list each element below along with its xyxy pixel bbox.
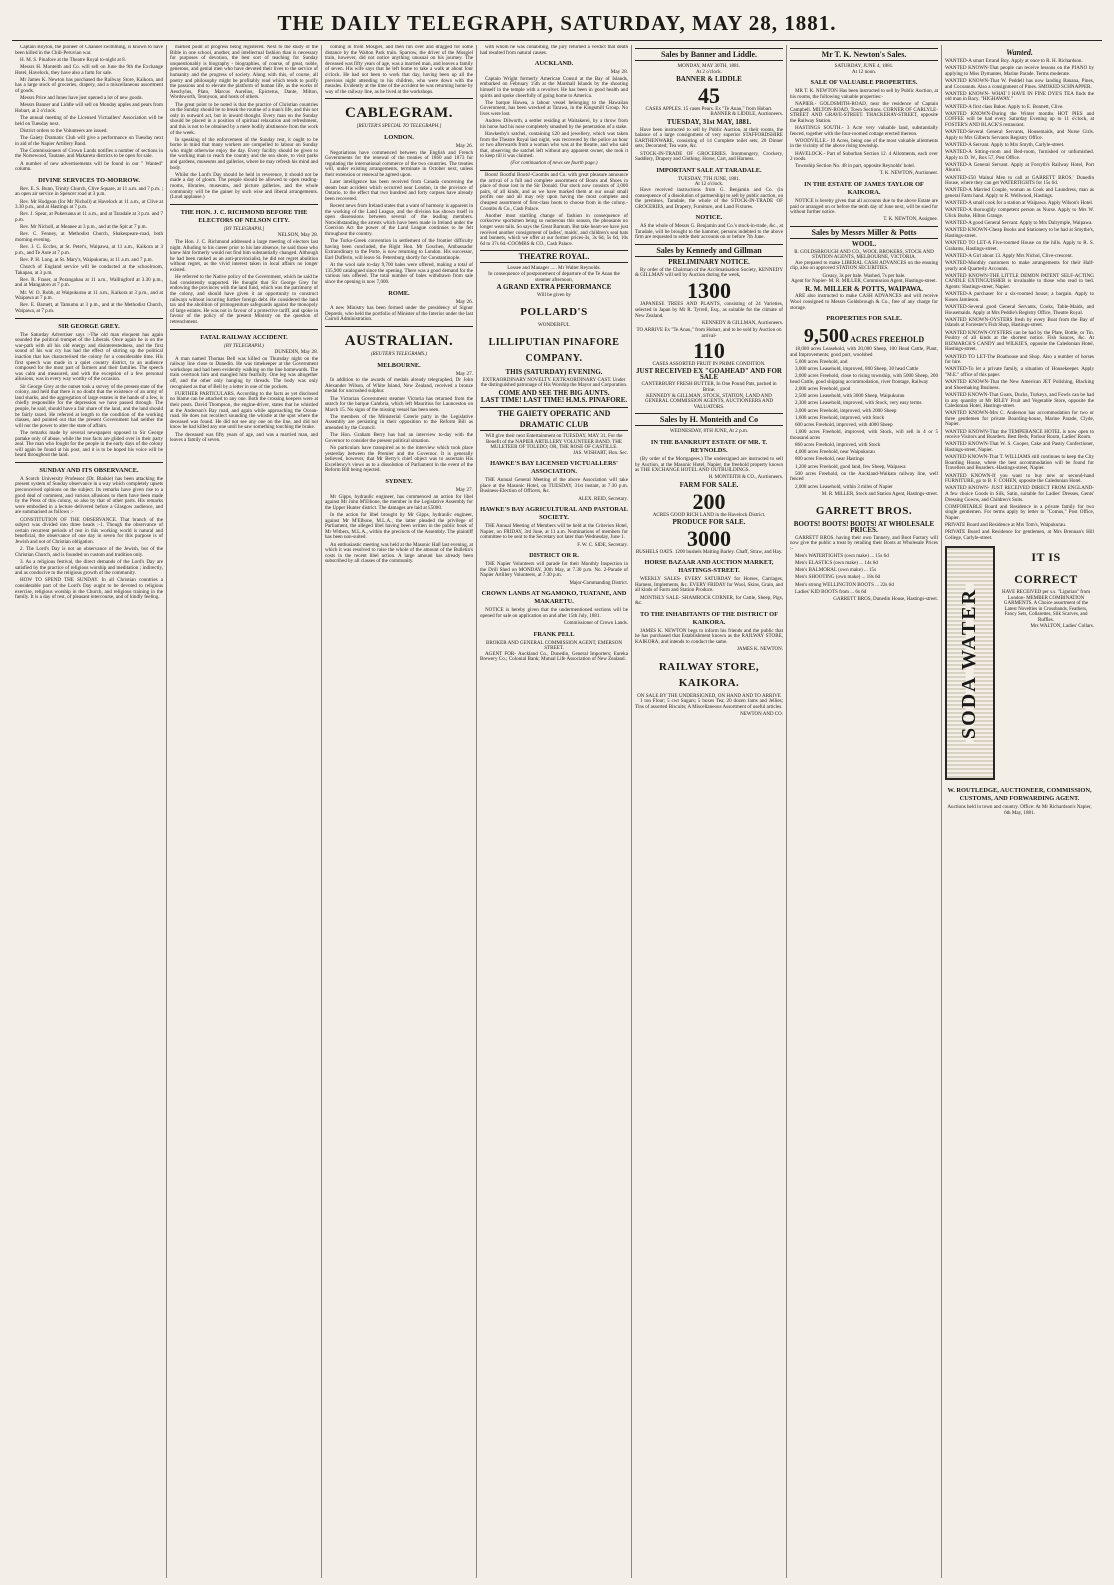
sydney-date: May 27. [455, 487, 473, 493]
bankrupt-title: IN THE BANKRUPT ESTATE OF MR. T. REYNOLDS. [650, 438, 768, 454]
boot-price-list [790, 554, 938, 596]
richmond-date: NELSON, May 28. [277, 232, 318, 239]
boots-ad: Boots! Bootful Boots!-Coombs and Co. with great pleasure announce the arrival of a full and complete assortment of Boots and Shoes in place of those lost in the Sir Donald. Our stock now consists of 3,000 pairs, of all kinds, and as we have marked them at our usual small profits one and all may rely upon having the most complete and cheapest assortment of first-class boots to choose from in the colony.-Coombs & Co., Cash Palace. [480, 172, 628, 212]
richmond-paragraph: The Hon. J. C. Richmond addressed a large meeting of electors last night. Alluding to his career prior to his late absence, he said those who knew him formerly would not find him substantially changed. Although he had been ranked as an anti-provincialist, he did not regret abolition without regret, as the vivid interest taken in local affairs no longer existed. [170, 239, 318, 273]
sunday-paragraph: Whilst the Lord's Day should be held in reverence, it should not be made a day of gloom. The people should be allowed to open reading-rooms, libraries, museums, and picture galleries, and the whole community will be the gainer by such wise and liberal arrangements. (Loud applause.) [170, 171, 318, 201]
taylor-sig: T. K. NEWTON, Assignee. [883, 217, 938, 223]
potts-body: ARE also instructed to make CASH ADVANCES and will receive Wool consigned to Messrs Goldsbrough & Co., free of any charge for storage. [790, 293, 938, 311]
rome-article [325, 306, 473, 323]
newton-sig-6: T. K. NEWTON, Auctioneer. [879, 171, 938, 177]
sodawater-ornament [945, 546, 995, 780]
district-body: THE Napier Volunteers will parade for their Monthly Inspection in the Drill Shed on MONDAY, 30th May, at 7.30 p.m. No. 2-Parade of Napier Artillery Volunteers, at 7.30 p.m. [480, 561, 628, 579]
pollard-sub: WONDERFUL [538, 322, 570, 329]
richmond-heading: THE HON. J. C. RICHMOND BEFORE THE ELECTORS OF NELSON CITY. [180, 208, 308, 224]
wanted-ad: WANTED-A Sitting-room and Bed-room, furnished or unfurnished. Apply to D. W., Box 57, Post Office. [945, 149, 1094, 161]
wanted-ad: WANTED KNOWN-Mrs C. Anderson has accommodation for two or three gentlemen for private Boarding-house, Marine Parade, Clyde, Napier. [945, 410, 1094, 428]
boot-price-entry: Men's SHOOTING (own make) ... 18s 6d [795, 574, 881, 581]
apples-count: 45 [698, 82, 720, 108]
wanted-ad: WANTED-Monthly customers to make arrangements for their Half-yearly and Quarterly Accounts. [945, 260, 1094, 272]
grey-heading: SIR GEORGE GREY. [58, 322, 120, 330]
melbourne-heading: MELBOURNE. [377, 361, 421, 369]
divider [325, 326, 473, 327]
railway-title: RAILWAY STORE, KAIKORA. [658, 660, 760, 689]
fruit-body: CASES ASSORTED FRUIT IN PRIME CONDITION. [652, 360, 766, 367]
wanted-ad: WANTED-A Girl about 13. Apply Mrs Nichol, Clive-crescent. [945, 252, 1073, 259]
sunday-paragraph: HOW TO SPEND THE SUNDAY. In all Christian countries a considerable part of the Lord's Day ought to be devoted to religious exercise, religious worship in the Church, and religious training in the family. It is a day of rest, of pleasant intercourse, and of kindly feeling. [15, 577, 163, 601]
district-title: DISTRICT OR R. [529, 552, 579, 560]
sunday-article [15, 477, 163, 601]
banner-sig: BANNER & LIDDLE, Auctioneers. [710, 112, 783, 118]
property-entry: 500 acres Freehold, on the Auckland-Waikato railway line, well fenced [790, 470, 938, 483]
service-entry: Rev. E. Barnett, at Tamumu at 3 p.m., and at the Methodist Church, Waipawa, at 7 p.m. [15, 302, 163, 315]
sydney-paragraph: Mr Gipps, hydraulic engineer, has commenced an action for libel against Mr John M'Elhone, the member in the Legislative Assembly for the Upper Hunter district. The damages are laid at £5000. [325, 493, 473, 511]
sunday-paragraph: In speaking of the enforcement of the Sunday rest, it ought to be borne in mind that many workers are compelled to labour on Sunday who might otherwise enjoy the day. Every facility should be given to the working man to reach the country and the sea shore, to visit parks and gardens, museums and galleries, where he may refresh his mind and body. [170, 136, 318, 171]
theatre-notice: In consequence of postponement of departure of the Te Anau the steamer afternoon, [488, 270, 620, 283]
gaiety-sig: JAS. WISHART, Hon. Sec. [573, 450, 628, 456]
property-entry: 800 acres Freehold, near Hastings [795, 456, 865, 463]
fatal-date: DUNEDIN, May 28. [274, 349, 318, 356]
kennedy-title: Sales by Kennedy and Gillman [635, 244, 783, 257]
service-entry: Mr. W. O. Robb, at Waipukurau at 11 a.m., Kaikora at 3 p.m., and at Waipawa at 7 p.m. [15, 289, 163, 302]
novelty: EXTRAORDINARY NOVELTY. EXTRAORDINARY CAST. Under the distinguished patronage of His Worship the Mayor and Corporation. [480, 376, 628, 389]
sunday-paragraph: The great point to be noted is that the practice of Christian countries on the Sunday should be to break the routine of a man's life, and this not only in outward act, but in inward thought. Every man on the Sunday should be placed in a position of spiritual relaxation and refreshment, and this is not to be obtained by a mere bodily abstinence from the work of the week. [170, 101, 318, 136]
service-entry: Rev. J. Spear, at Pukeruana at 11 a.m., and at Taradale at 3 p.m. and 7 p.m. [15, 211, 163, 223]
township-props: Township Section No. 48 in part, opposite Reynolds' hotel. [795, 163, 916, 170]
service-entry: Rev. R. Fraser, at Porangahau at 11 a.m., Wallingford at 3.30 p.m., and at Mangatoro at 7 p.m. [15, 276, 163, 289]
wanted-ad: WANTED KNOWN-OYSTERS fresh by every Boat from the Bay of Islands at Forrester's Fish Shop, Hastings-street. [945, 316, 1094, 329]
column-1 [12, 45, 167, 1578]
boot-price-entry: Ladies' KID BOOTS from ... 6s 6d [795, 588, 867, 595]
wanted-ad: WANTED-A smart Errand Boy. Apply at once to R. H. Richardson. [945, 58, 1083, 64]
property-entry: 1,200 acres Freehold, good land, few Sheep, Waipawa [795, 463, 906, 470]
service-entry: Church of England service will be conducted at the schoolroom, Takapau, at 3 p.m. [15, 264, 163, 276]
oats-count: 3000 [687, 525, 731, 551]
taylor-title: IN THE ESTATE OF JAMES TAYLOR OF KAIKORA. [804, 181, 924, 197]
this-evening: THIS (SATURDAY) EVENING. [505, 367, 603, 376]
wanted-ad: WANTED-Several good General Servants, Cooks, Table-Maids, and Housemaids. Apply at Mrs Peddie's Registry Office, Theatre Royal. [945, 304, 1094, 316]
sunday-continued [170, 45, 318, 201]
london-paragraph: Recent news from Ireland states that a want of harmony is apparent in the working of the Land League, and the division has shown itself in open dissensions between several of the leading members. Notwithstanding the arrests which have been made in Ireland under the Coercion Act the power of the Land League continues to be felt throughout the country. [325, 203, 473, 238]
apples-body: CASES APPLES. 15 cases Pears. Ex "Te Anau," from Hobart. [645, 105, 773, 112]
service-entry: Rev. C. Fenney, at Methodist Church, Shakespeare-road, both morning evening. [15, 231, 163, 243]
divider [325, 98, 473, 99]
pinafore-title: LILLIPUTIAN PINAFORE COMPANY. [488, 336, 620, 364]
property-entry: 1,600 acres Freehold, improved, with Stock [795, 414, 885, 421]
crown-title: CROWN LANDS AT NGAMOKO, TUATANE, AND MAKARETU. [481, 590, 627, 606]
sat-date: SATURDAY, JUNE 4, 1881. [834, 63, 894, 69]
wanted-ad: WANTED-A small cook for a station at Waipawa. Apply Wilson's Hotel. [945, 200, 1094, 207]
property-entry: 5,000 acres Freehold, and [795, 358, 848, 365]
valuable-title: SALE OF VALUABLE PROPERTIES. [810, 79, 918, 87]
auckland-article [480, 77, 628, 160]
auckland-paragraph: The barque Hawea, a labour vessel belonging to the Hawaiian Government, has been wrecked at Tarawa, in the Kingsmill Group. No lives were lost. [480, 99, 628, 117]
property-entry: 1,000 acres Freehold, improved, with Stock, will sell in 4 or 5 thousand acres [790, 429, 938, 441]
kg-bottom: KENNEDY & GILLMAN, STOCK, STATION, LAND AND GENERAL COMMISSION AGENTS, AUCTIONEERS AND VALUATORS. [644, 392, 774, 410]
taradale-time: At 12 o'clock. [694, 181, 724, 188]
woodville-props: WOODVILLE.- 10 Acres, being one of the most valuable allotments in the vicinity of the above rising township. [790, 137, 938, 150]
news-paragraph: Messrs H. Monteith and Co. will sell on June the 9th the Exchange Hotel, Havelock, they have also a farm for sale. [15, 63, 163, 76]
taradale-title: IMPORTANT SALE AT TARADALE. [656, 166, 762, 174]
sunday-paragraph: 2. The Lord's Day is not an observance of the Jewish, but of the Christian Church, and is founded on custom and tradition only. [15, 546, 163, 558]
property-entry: 2,000 acres Freehold, good [795, 386, 851, 393]
column-2 [167, 45, 322, 1578]
sunday-paragraph: A Scotch University Professor (Dr. Blaikie) has been attacking the present system of Sunday observance in a way which completely upsets preconceived opinions on the subject. Its remarks have given rise to a good deal of comment, and various allusions to them have been made by the Press of this colony, so also by that of other parts. His remarks were embodied in a lecture delivered before a Glasgow audience, and are summarised as follows :- [15, 475, 163, 516]
divider [15, 318, 163, 319]
auckland-paragraph: Hawkesby's satchel, containing £20 and jewellery, which was taken from the Theatre Royal last night, was recovered by the police an hour or two afterwards from a woman who was at the theatre, and who said that, observing the satchel left without any apparent owner, she took it to keep till it was claimed. [480, 130, 628, 160]
japanese-body: JAPANESE TREES AND PLANTS, consisting of 24 Varieties, selected in Japan by Mr R. Tyrrell, Esq., as suitable for the climate of New Zealand. [635, 301, 783, 319]
monthly-body: MONTHLY SALE- SHAMROCK CORNER, for Cattle, Sheep, Pigs, &c. [635, 594, 783, 607]
newton-sig: JAMES K. NEWTON. [736, 647, 783, 653]
australian-title: AUSTRALIAN. [344, 332, 454, 349]
sat-time: At 12 noon. [851, 68, 877, 75]
railway-items: 1 ton Flour; 5 cwt Sugars; 5 boxes Tea; 20 dozen Jams and Jellies; Tins of assorted Biscuits; A Miscellaneous Assortment of useful articles. [635, 698, 783, 710]
news-paragraph: The Gaiety Dramatic Club will give a performance on Tuesday next in aid of the Napier Artillery Band. [15, 135, 163, 147]
come-see: COME AND SEE THE BIG AUNTS. [498, 388, 610, 397]
wanted-ad: WANTED KNOWN-That T. WILLIAMS still continues to keep the City Boarding House, where the best accommodation will be found for Travellers and Boarders.-Hastings-street, Napier. [945, 454, 1094, 472]
london-article [325, 151, 473, 286]
garrett-title: GARRETT BROS. [815, 505, 913, 518]
fruit-count: 110 [693, 337, 725, 363]
column-6 [787, 45, 942, 1578]
melbourne-paragraph: The members of the Ministerial Coterie party in the Legislative Assembly are persisting in their opposition to the Reform Bill as amended by the Council. [325, 413, 473, 432]
napier-props: NAPIER.- GOLDSMITH-ROAD, near the residence of Captain Campbell. MILTON-ROAD, Town Sections. CORNER OF CARLYLE-STREET AND GRAVE-STREET. THACKERAY-STREET, opposite the Railway Station. [790, 100, 938, 124]
divider [15, 462, 163, 463]
kaikora-title: TO THE INHABITANTS OF THE DISTRICT OF KAIKORA. [639, 610, 779, 626]
newton-title: Mr T. K. Newton's Sales. [790, 48, 938, 61]
property-entry: 2,000 acres Leasehold, within 3 miles of Napier [795, 483, 893, 490]
divider [170, 204, 318, 205]
goldsbrough: R. GOLDSBROUGH AND CO., WOOL BROKERS, STOCK AND STATION AGENTS, MELBOURNE, VICTORIA. [794, 248, 934, 261]
sydney-article [325, 495, 473, 565]
london-paragraph: The Turko-Greek convention in settlement of the frontier difficulty having been concluded, the Right Hon. Mr Goschen, Ambassador Extraordinary to the Porte, is now returning to London. His successor, Earl Dufferin, will leave St. Petersburg shortly for Constantinople. [325, 238, 473, 261]
oats-body: BUSHELS OATS. 1200 bushels Malting Barley. Chaff, Straw, and Hay. [635, 548, 783, 555]
wanted-ad: WANTED KNOWN-That W. S. Cooper, Cake and Pastry Confectioner, Hastings-street, Napier. [945, 441, 1094, 454]
melbourne-article [325, 378, 473, 474]
property-entry: 18,000 acres Leasehold, with 20,000 Sheep, 100 Head Cattle, Plant, and Improvements; good port, woolshed [790, 346, 938, 358]
boot-price-entry: Men's BALMORAL (own make) ... 15s [795, 567, 877, 574]
crown-body: NOTICE is hereby given that the undermentioned sections will be opened for sale on application on and after 15th July, 1881. [480, 607, 628, 619]
service-entry: Rev. J. C. Eccles, at St. Peter's, Waipawa, at 11 a.m., Kaikora at 3 p.m., and Te Aute at 7 p.m. [15, 244, 163, 256]
services-list [15, 187, 163, 315]
wanted-ad: WANTED-To let a private family, a situation of Housekeeper. Apply "M.E." office of this paper. [945, 366, 1094, 378]
hawkes-title: HAWKE'S BAY LICENSED VICTUALLERS' ASSOCIATION. [490, 460, 618, 476]
column-3 [322, 45, 477, 1578]
wanted-ad: WANTED KNOWN-That people can receive lessons on the PIANO by applying to Miss Dymantes, Marine Parade. Terms moderate. [945, 65, 1094, 77]
wanted-ad: WANTED KNOWN-That the New American JET Polishing, Blacking and Shoemaking Business. [945, 379, 1094, 391]
banner-sub: BANNER & LIDDLE [676, 75, 742, 84]
farm-title: FARM FOR SALE. [679, 480, 739, 489]
theatre-will: Will be given by [537, 291, 571, 298]
taylor-body: NOTICE is hereby given that all accounts due to the above Estate are paid or arranged on or before the tenth day of June next, will be sued for without further notice. [790, 198, 938, 216]
tuesday-date: TUESDAY, 31st MAY, 1881. [666, 117, 752, 126]
fatal-article [170, 357, 318, 444]
wanted-ad: WANTED KNOWN- JUST RECEIVED DIRECT FROM ENGLAND- A few choice Goods in Silk, Satin, suitable for Ladies' Dresses, Gents' Dressing Gowns, and Children's Suits. [945, 485, 1094, 503]
wanted-ad: WANTED KNOWN-That Goats, Ducks, Turkeys, and Fowls can be had in any quantity at Mr RILEY Fruit and Vegetable Store, opposite the Caledonian Hotel, Hastings-street. [945, 391, 1094, 410]
property-entry: 2,500 acres Leasehold, with 3000 Sheep, Waipukurau [795, 393, 905, 400]
wanted-ad: WANTED-A good General Servant. Apply to Mrs Dalrymple, Waipawa. [945, 220, 1093, 227]
prelim-notice: PRELIMINARY NOTICE. [668, 258, 750, 267]
auckland-date: May 28. [610, 69, 628, 76]
news-paragraph: Mr James K. Newton has purchased the Railway Store, Kaikora, and has a large stock of groceries, drapery, and a miscellaneous assortment of goods. [15, 76, 163, 94]
crown-sig: Commissioner of Crown Lands. [563, 620, 628, 626]
notice-body: AS the whole of Messrs G. Benjamin and Co.'s stock-in-trade, &c., at Taradale, will be brought to the hammer, persons indebted to the above firm are requested to settle their accounts on or before 7th June. [635, 223, 783, 241]
divider [480, 170, 628, 171]
kennedy-sig: KENNEDY & GILLMAN, Auctioneers. [701, 320, 783, 326]
agent: Agent for Napier- M. R. MILLER, Commission Agent, Hastings-street. [791, 278, 937, 285]
butter-body: CANTERBURY FRESH BUTTER, In One Pound Pats, packed in Brine. [641, 381, 777, 393]
side-sig: Mrs WALTON, Ladies' Collars. [1030, 623, 1094, 629]
news-paragraph: District orders to the Volunteers are issued. [20, 127, 108, 134]
wanted-ad: WANTED KNOWN-Cheap Books and Stationery to be had at Smythe's, Hastings-street. [945, 227, 1094, 239]
news-paragraph: Messrs Price and Innes have just opened a lot of new goods. [20, 95, 143, 102]
wanted-ad: WANTED-A Married Couple, woman as Cook and Laundress, man as general Farm hand. Apply to R. Wellwood, Hastings. [945, 187, 1094, 199]
weekly-body: WEEKLY SALES- EVERY SATURDAY for Horses, Carriages, Harness, Implements, &c. EVERY FRIDAY for Wool, Skins, Grain, and all kinds of Farm and Station Produce. [635, 576, 783, 594]
cash-palace-ad: Another most startling change of fashion in consequence of corkscrew sportsmen being so numerous this season, the pheasants no longer wear tails. So says the Great Barnum. But take heart-we have just received another consignment of ladies', maids', and children's seal hats and bonnets, which we offer at our former prices-3s, 3s 6d, 5s 6d, 10s 6d to 37s 6d.-COOMBS & CO., Cash Palace. [480, 212, 628, 247]
inquest-continued [480, 45, 628, 56]
gaiety-title: THE GAIETY OPERATIC AND DRAMATIC CLUB [480, 407, 628, 431]
news-paragraph: Captain Boyton, the pioneer of Channel swimming, is known to have been killed in the Chili-Peruvian war. [15, 45, 163, 56]
boot-price-entry: Men's ELASTICS (own make) ... 14s 6d [795, 560, 878, 567]
rome-heading: ROME. [388, 289, 410, 297]
richmond-article [170, 240, 318, 326]
service-entry: Rev. Mr Hodgson (for Mr Nicholl) at Havelock at 11 a.m., at Clive at 3.30 p.m., and at Hastings at 7 p.m. [15, 198, 163, 211]
news-paragraph: A number of new advertisements will be found in our " Wanted" column. [15, 160, 163, 173]
news-paragraph: Messrs Banner and Liddle will sell on Monday apples and pears from Hobart, at 2 o'clock. [15, 102, 163, 114]
wanted-ad: WANTED-A purchaser for a six-roomed house; a bargain. Apply to Kosen Jamieson. [945, 291, 1094, 303]
ex-received: JUST RECEIVED EX "GOAHEAD" AND FOR SALE [636, 367, 782, 381]
sodawater-text: SODA WATER [966, 584, 974, 743]
property-entry: 860 acres Freehold, improved, with Stock [795, 442, 881, 448]
sunday-paragraph: 3. As a religious festival, the direct demands of the Lord's Day are satisfied by the practice of religious worship and meditation ; indirectly, and as conducive to the religious growth of the community. [15, 558, 163, 577]
property-entry: 3,000 acres Leasehold, improved, 800 Sheep, 30 head Cattle [795, 366, 919, 373]
column-4 [477, 45, 632, 1578]
wanted-ad: WANTED KNOWN-If you want to buy new or second-hand FURNITURE, go to B. F. COHEN, opposite the Caledonian Hotel. [945, 472, 1094, 485]
it-is: IT IS [1031, 550, 1061, 565]
melbourne-paragraph: No particulars have transpired as to the interview which took place yesterday between the Premier and the Governor. It is generally believed, however, that Mr Berry's chief object was to ascertain His Excellency's views as to a dissolution of Parliament in the event of the Reform Bill being rejected. [325, 445, 473, 474]
monday-time: At 2 o'clock. [696, 68, 722, 75]
grey-paragraph: The remarks made by several newspapers opposed to Sir George partake only of abuse, while the true facts are glided over in their party zeal. The man who fought for the people in the early days of the colony will again be found at his post, and it is to be hoped his voice will be heard throughout the land. [15, 429, 163, 459]
fatal-paragraph: FURTHER PARTICULARS. According to the facts as yet disclosed no blame can be attached to any one. Both the crossing keepers were at their posts. David Thompson, the engine-driver, states that he whistled at the Anderson's Bay road, and again while approaching the Ocean-road. He does not recollect sounding the whistle at the spot where the deceased was found. He did not see any one on the line, and did not know he had killed any one until he saw something touching the brake. [170, 390, 318, 431]
columns [12, 45, 1102, 1578]
theatre-title: THEATRE ROYAL. [480, 250, 628, 263]
wool-title: WOOL. [851, 240, 877, 249]
column-7 [942, 45, 1097, 1578]
wanted-ad: WANTED KNOWN-OYSTERS can be had by the Plate, Bottle, or Tin. Poultry of all kinds at the shortest notice. Fish Sauces, &c. At BIZMARCK'S CANDY and WILKIE'S, opposite the Caledonian Hotel, Hastings-street. [945, 329, 1094, 353]
wanted-ad: WANTED-A General Servant. Apply at Forsyth's Railway Hotel, Port Ahuriri. [945, 161, 1094, 174]
agri-body: THE Annual Meeting of Members will be held at the Criterion Hotel, Napier, on FRIDAY, 3rd June, at 11 a.m. Nominations of members for committee to be sent to the Secretary not later than Wednesday, June 1. [480, 523, 628, 541]
rome-date: May 26. [455, 298, 473, 305]
boots-title: BOOTS! BOOTS! BOOTS! AT WHOLESALE PRICES. [793, 520, 935, 534]
london-paragraph: At the wool sale to-day 9,700 bales were offered, making a total of 135,900 catalogued since the opening. There was a good demand for the various lots offered. The total number of bales withdrawn from sale since the opening is now 7,000. [325, 262, 473, 285]
london-date: May 26. [455, 142, 473, 149]
property-entry: 3,000 acres Freehold, improved, with 2000 Sheep [795, 407, 897, 414]
divider [170, 329, 318, 330]
melbourne-paragraph: The Victorian Government steamer Victoria has returned from the search for the barque Cambria, which left Mauritius for Launceston on March 15. No signs of the missing vessel has been seen. [325, 395, 473, 413]
horse-title: HORSE BAZAAR AND AUCTION MARKET, HASTINGS-STREET. [644, 559, 774, 575]
newton-co: NEWTON AND CO. [740, 712, 783, 718]
cablegram-title: CABLEGRAM. [345, 105, 453, 122]
props-list [790, 347, 938, 490]
pollard-title: POLLARD'S [520, 306, 588, 319]
service-entry: Rev. P. H. Long, at St. Mary's, Waipukurau, at 11 a.m. and 7 p.m. [20, 256, 153, 263]
service-entry: Rev. Mr Nicholl, at Meanee at 3 p.m., and at the Spit at 7 p.m. [20, 224, 147, 231]
property-entry: 600 acres Freehold, improved, with 4000 Sheep [795, 422, 893, 429]
melbourne-date: May 27. [455, 370, 473, 377]
wanted-ad: WANTED-A thoroughly competent person as Nurse. Apply to Mrs W. Ulick Burke, Hilton Grange. [945, 207, 1094, 219]
wanted-ad: WANTED KNOWN-That W. Peddell has now landing Banana, Pines, and Cocoanuts. Also a consignment of Pines. SMOKED SCHNAPPER. [945, 77, 1094, 90]
monteith-sig: H. MONTEITH & CO., Auctioneers. [708, 475, 783, 481]
frank-title: FRANK PELL [533, 630, 575, 638]
banner-liddle-title: Sales by Banner and Liddle. [635, 48, 783, 61]
grey-paragraph: Sir George Grey at the outset took a survey of the present state of the colony, and held that there is no doubt that the existence of an army of land sharks, and the aggregation of large estates in the hands of a few, is chiefly responsible for the depression we have passed through. The people, he said, should have a fair share of the land, and the land should be fairly taxed. He referred at length to the condition of the working classes, and pointed out that the present Government had neither the will nor the power to alter the state of affairs. [15, 383, 163, 429]
wanted-ad: WANTED-Several General Servants, Housemaids, and Nurse Girls. Apply to Mrs Gilberts Servants Registry Office. [945, 129, 1094, 141]
services-heading: DIVINE SERVICES TO-MORROW. [38, 176, 140, 184]
hawkes-body: THE Annual General Meeting of the above Association will take place at the Masonic Hotel, on TUESDAY, 31st instant, at 7.30 p.m. Business-Election of Officers, &c. [480, 477, 628, 495]
wanted-ad: COMFORTABLE Board and Residence in a private family for two single gentlemen. For terms apply by letter to "Comus," Post Office, Napier. [945, 503, 1094, 521]
service-entry: Rev. E. S. Bunn, Trinity Church, Clive Square, at 11 a.m. and 7 p.m. ; an open air service in Spencer road at 3 p.m. [15, 185, 163, 198]
wanted-ad: WANTED KNOWN-During the Winter months HOT PIES and COFFEE will be had every Saturday Evening up to 11 o'clock, at FOSTER'S AND BLACK'S restaurant. [945, 110, 1094, 128]
newton-body: MR T. K. NEWTON Has been instructed to sell by Public Auction, at his rooms, the following valuable properties:- [790, 88, 938, 100]
havelock-props: HAVELOCK.- Part of Suburban Section 12. 4 Allotments, each over 2 roods. [790, 150, 938, 163]
grey-paragraph: The Saturday Advertiser says :-The old man eloquent has again sounded the political trumpet of the Liberals. Once again he is on the war-path with all his old energy and disinterestedness, and the first sound of his war cry has had the effect of stirring up the political inaction that has characterised the colony for a considerable time. His first speech was made in a quiet country district, to an audience composed for the most part of farmers and their families. The speech was calm and measured, and with the exception of a few personal allusions, was in every way worthy of the occasion. [15, 331, 163, 383]
produce-title: PRODUCE FOR SALE. [672, 518, 746, 527]
sydney-paragraph: In the action for libel brought by Mr Gipps, hydraulic engineer, against Mr M'Elhone, M.L.A., the latter pleaded the privilege of Parliament, the alleged libel having been written in the public book of Mr Withers, M.L.A., within the precincts of the Assembly. The plaintiff has been non-suited. [325, 511, 473, 541]
arrive-title: TO ARRIVE Ex "Te Anau," from Hobart, and to be sold by Auction on arrival- [636, 327, 782, 339]
bankrupt-body: (By order of the Mortgagees.) The undersigned are instructed to sell by Auction, at the Masonic Hotel, Napier, the freehold property known as THE EXCHANGE HOTEL AND OUTBUILDINGS. [635, 455, 783, 474]
wanted-list [945, 59, 1094, 542]
richmond-sub: [BY TELEGRAPH.] [223, 226, 265, 232]
notice-title: NOTICE. [695, 214, 723, 222]
fatal-paragraph: The deceased was fifty years of age, and was a married man, and leaves a family of seven. [170, 431, 318, 444]
theatre-lessee: Lessee and Manager ..... Mr Walter Reynolds. [507, 265, 601, 272]
side-note: HAVE RECEIVED per s.s. "Ligurian" from London- MEMBER COMBINATION GARMENTS. A Choice assortment of the Latest Novelties in Crossbands, Feathers, Fancy Sets, Collarettes, Silk Scarves, and Ruffles. [1001, 590, 1090, 624]
agri-sig: F. W. C. SIDE, Secretary. [577, 542, 628, 548]
masthead: THE DAILY TELEGRAPH, SATURDAY, MAY 28, 1881. [12, 6, 1102, 41]
acres-body: ACRES GOOD RICH LAND in the Havelock District. [652, 511, 766, 518]
hastings-props: HASTINGS SOUTH.- 3 Acre very valuable land, substantially fenced, together with the four-roomed cottage erected thereon. [790, 124, 938, 137]
routledge-body: Auctions held in town and country. Office: At Mr Richardson's Napier, 6th May, 1881. [947, 804, 1092, 816]
agent-body: AGENT FOR- Auckland Co., Dunedin, General Importers; Eureka Brewery Co.; Colonial Bank; Mutual Life Association of New Zealand. [480, 650, 628, 663]
wanted-ad: WANTED KNOWN- WHAT I HAVE IN FINE DYE'S TEA finds the old man in Bacy. "HIGHAWAY." [945, 90, 1094, 103]
agri-title: HAWKE'S BAY AGRICULTURAL AND PASTORAL SOCIETY. [480, 506, 628, 522]
monteith-title: Sales by H. Monteith and Co [635, 413, 783, 426]
tuesday-body: Have been instructed to sell by Public Auction, at their rooms, the balance of a large consignment of very superior STAFFORDSHIRE EARTHENWARE, consisting of 14 Complete toilet sets; 20 Dinner sets; Decorated; Tea ware, &c. [635, 126, 783, 150]
auckland-heading: AUCKLAND. [534, 60, 574, 68]
props-acres-count: 9,500 [803, 325, 849, 348]
kennedy-body: By order of the Chairman of the Acclimatisation Society, KENNEDY & GILLMAN will sell by Auction during the week, [635, 266, 783, 279]
miller-title: Sales by Messrs Miller & Potts [790, 226, 938, 239]
fatal-sub: (BY TELEGRAPH.) [224, 343, 264, 349]
japanese-count: 1300 [687, 278, 731, 304]
london-paragraph: Later intelligence has been received from Canada concerning the steam boat accident which occurred near London, in the province of Ontario, to the effect that two hundred and forty corpses have already been recovered. [325, 179, 473, 202]
taradale-body: Have received instructions from G. Benjamin and Co. (in consequence of a dissolution of partnership) to sell by public auction, on the premises, Taradale, the whole of the STOCK-IN-TRADE OF GROCERIES, and Drapery, Furniture, and Land Fixtures. [635, 186, 783, 210]
local-news [15, 45, 163, 173]
props-sig: M. R. MILLER, Stock and Station Agent, Hastings-street. [821, 491, 938, 497]
wanted-ad: WANTED KNOWN-THE LITTLE DEMON PATENT SELF-ACTING CANDLE EXTINGUISHER is invaluable to those who read in bed. Agents: Hastings-street, Napier. [945, 272, 1094, 291]
sydney-heading: SYDNEY. [385, 478, 413, 485]
props-title: PROPERTIES FOR SALE. [826, 315, 902, 323]
sunday-paragraph: marked point of progress being registered. Next to the study of the Bible in one school, another, and intellectual fashion than is necessary for purposes of devotion, the best sort of teaching for Sunday unquestionably is biography - biographies, of course, of great, noble, generous, and genial men who have devoted their lives to the service of humanity and the progress of society. Along with this, of course, all poetry and philosophy might be profitably read which tends to purify the passions and to elevate the platform of human life, as the works of Aeschylus, Plato, Marcus Aurelius, Epictetus, Dante, Milton, Wordsworth, Tennyson, and hosts of others. [170, 45, 318, 101]
wool-prices: Greasy, 3s per bale. Washed, 7s per bale. [822, 272, 906, 279]
sunday-paragraph: CONSTITUTION OF THE OBSERVANCE. That branch of the subject was divided into three heads :-1. Though the observance of certain recurrent periods of rest in this working world is natural and beneficial, the observance of one day in seven for this purpose is of Jewish and not of Christian obligation. [15, 516, 163, 545]
inquest-paragraph: with whom he was cohabiting, the jury returned a verdict that death had resulted from natural causes. [480, 45, 628, 56]
fatal-heading: FATAL RAILWAY ACCIDENT. [200, 333, 288, 341]
theatre-extra: A GRAND EXTRA PERFORMANCE [496, 283, 612, 292]
miller-potts: R. M. MILLER & POTTS, WAIPAWA. [805, 284, 923, 293]
taradale-date: TUESDAY, 7TH JUNE, 1881. [677, 175, 741, 182]
wanted-ad: WANTED TO LET-The Boathouse and Shop. Also a number of horses for hire. [945, 353, 1094, 366]
boot-price-entry: Men's WATERTIGHTS (own make) ... 15s 6d [795, 552, 889, 559]
goldsbrough-body: Are prepared to make LIBERAL CASH ADVANCES on the ensuing clip, also on approved STATION SECURITIES. [790, 259, 938, 272]
district-sig: Major-Commanding District. [569, 580, 628, 586]
grey-article [15, 333, 163, 459]
routledge-title: W. ROUTLEDGE, AUCTIONEER, COMMISSION, CUSTOMS, AND FORWARDING AGENT. [947, 787, 1092, 803]
news-paragraph: The annual meeting of the Licensed Victuallers' Association will be held on Tuesday next. [15, 115, 163, 127]
sydney-paragraph: An enthusiastic meeting was held at the Masonic Hall last evening, at which it was resolved to raise the whole of the amount of the Bulletin's costs in the recent libel action. A large amount has already been subscribed by all classes of the community. [325, 541, 473, 565]
wanted-ad: PRIVATE Board and Residence at Mrs Tom's, Waipukurau. [945, 522, 1067, 529]
wanted-ad: PRIVATE Board and Residence for gentlemen, at Mrs Brennan's Hill College, Carlyle-street. [945, 529, 1094, 541]
hawkes-sig: ALEX. REID, Secretary. [578, 496, 628, 502]
news-paragraph: H. M. S. Pinafore at the Theatre Royal to-night at 8. [20, 56, 127, 63]
fatal-paragraph: A man named Thomas Bell was killed on Thursday night on the railway line close to Dunedin. He was timekeeper at the Government workshops and had been evidently walking on the line homewards. The train overtook him and mangled him fearfully. One leg was altogether off, and the other only hanging by threads. The body was only recognised as that of Bell by a letter in one of the pockets. [170, 355, 318, 390]
correct: CORRECT [1014, 572, 1078, 587]
kaikora-body: JAMES K. NEWTON begs to inform his friends and the public that he has purchased that Establishment known as the RAILWAY STORE, KAIKORA, and intends to conduct the same. [635, 627, 783, 646]
sunday-heading: SUNDAY AND ITS OBSERVANCE. [39, 466, 139, 474]
fatal-continued [325, 45, 473, 95]
london-paragraph: Negotiations have commenced between the English and French Governments for the renewal of the treaties of 1860 and 1873 for regulating the international commerce of the two countries. The treaties will, under existing arrangements, terminate in October next, unless their extension or renewal be agreed upon. [325, 149, 473, 178]
wanted-title: Wanted. [1006, 48, 1033, 57]
stock-body: STOCK-IN-TRADE OF GROCERIES. Ironmongery, Crockery, Saddlery, Drapery and Clothing. Horse, Cart, and Harness. [635, 150, 783, 163]
auckland-paragraph: Andrew Dilworth, a settler residing at Waitakerei, by a throw from his horse had his nose completely smashed by the penetration of a stake. [480, 118, 628, 130]
property-entry: 2,300 acres Leasehold, improved, with Stock, very easy terms [795, 400, 922, 407]
continuation-note: (For continuation of news see fourth page.) [510, 161, 598, 167]
london-heading: LONDON. [384, 133, 414, 141]
rome-paragraph: A new Ministry has been formed under the presidency of Signor Depretis, who held the portfolio of Minister of the Interior under the last Cairoli Administration. [325, 305, 473, 323]
melbourne-paragraph: The Hon. Graham Berry has had an interview to-day with the Governor to consider the present political situation. [325, 432, 473, 444]
property-entry: 2,000 acres Freehold, close to rising township, with 5000 Sheep, 200 head Cattle, good shipping accommodation, river frontage, Railway [790, 373, 938, 385]
monday-date: MONDAY, MAY 30TH, 1881. [677, 63, 741, 69]
wanted-ad: WANTED KNOWN-That the TEMPERANCE HOTEL is now open to receive Visitors and Boarders. Best Beds, Parlour Room, Ladies' Room. [945, 428, 1094, 441]
wanted-ad: WANTED-A Servant. Apply to Mrs Smyth, Carlyle-street. [945, 141, 1065, 148]
column-5 [632, 45, 787, 1578]
acres-count: 200 [692, 488, 726, 514]
news-paragraph: The Commissioners of Crown Lands notifies a number of sections in the Norsewood, Tautane, and Makaretu districts to be open for sale. [15, 147, 163, 160]
garrett-sig: GARRETT BROS, Dunedin House, Hastings-street. [833, 597, 938, 602]
last-time: LAST TIME! LAST TIME! H.M.S. PINAFORE. [480, 396, 628, 405]
melbourne-paragraph: In addition to the awards of medals already telegraphed, Dr John Alexander Wilson, of White Island, New Zealand, received a bronze medal for uncrushed sulphur. [325, 377, 473, 395]
fatal-paragraph: coming in from Mosgiel, and then run over and dragged for some distance by the Walton Park train. Sparrow, the driver of the Mosgiel train, however, did not notice anything unusual on his journey. The deceased was fifty years of age, was a married man, and leaves a family of seven. His wife says that he left home to take a walk at about four o'clock. He had not been to work that day, having been up all the previous night attending to his children, who were down with the measles. Evidently at the time of the accident he was returning home by way of the railway line, as he lived at the workshops. [325, 45, 473, 95]
richmond-paragraph: He referred to the Native policy of the Government, which he said he had consistently supported. He thought that Sir George Grey for endowing the provinces with the land fund, which was the patrimony of the colony, and should have given it an opportunity to construct railways without incurring further foreign debt. He considered the land tax and the abolition of primogeniture safeguards against the monopoly of large estates. He was not in favour of a protective tariff, and spoke in favour of the policy of the present Ministry on the question of retrenchment. [170, 274, 318, 325]
auckland-paragraph: Captain Wright formerly American Consul at the Bay of Islands, embarked on February 15th at the Marshall Islands by the shooting himself in the temple with a revolver. He has been in good health and spirits and spoke cheerfully of going home to America. [480, 75, 628, 99]
wanted-ad: WANTED TO LET-A Five-roomed House on the hills. Apply to R. S. Grahams, Hastings-street. [945, 240, 1094, 252]
props-acres-title: ACRES FREEHOLD [850, 335, 925, 345]
wanted-ad: WANTED-£50 Wainui Men to call at GARRETT BROS.' Dunedin House, where they can get WATERTIGHTS for 15s 6d. [945, 174, 1094, 187]
boot-price-entry: Men's strong WELLINGTON BOOTS ... 22s 6d [795, 581, 894, 588]
garrett-body: GARRETT BROS. having their own Tannery, and Boot Factory will now give the public a treat by retailing their Boots at Wholesale Prices :- [790, 534, 938, 552]
cablegram-sub: [REUTER'S SPECIAL TO TELEGRAPH.] [356, 124, 442, 130]
wed-date: WEDNESDAY, 8TH JUNE, At 2 p.m. [669, 428, 749, 435]
property-entry: 4,000 acres Freehold, near Waipukurau [795, 449, 875, 456]
gaiety-body: Will give their next Entertainment on TUESDAY, MAY 31, For the Benefit of the NAPIER ARTILLERY VOLUNTEER BAND. THE MULETEER OF TOLEDO; OR, THE ROSE OF CASTILLE. [485, 432, 623, 451]
frank-body: BROKER AND GENERAL COMMISSION AGENT, EMERSON STREET. [485, 639, 623, 652]
australian-sub: (REUTER'S TELEGRAMS.) [370, 351, 428, 357]
wanted-ad: WANTED-A first class Baker. Apply to E. Bonnett, Clive. [945, 103, 1064, 110]
railway-body: ON SALE BY THE UNDERSIGNED, ON HAND AND TO ARRIVE [637, 692, 781, 699]
